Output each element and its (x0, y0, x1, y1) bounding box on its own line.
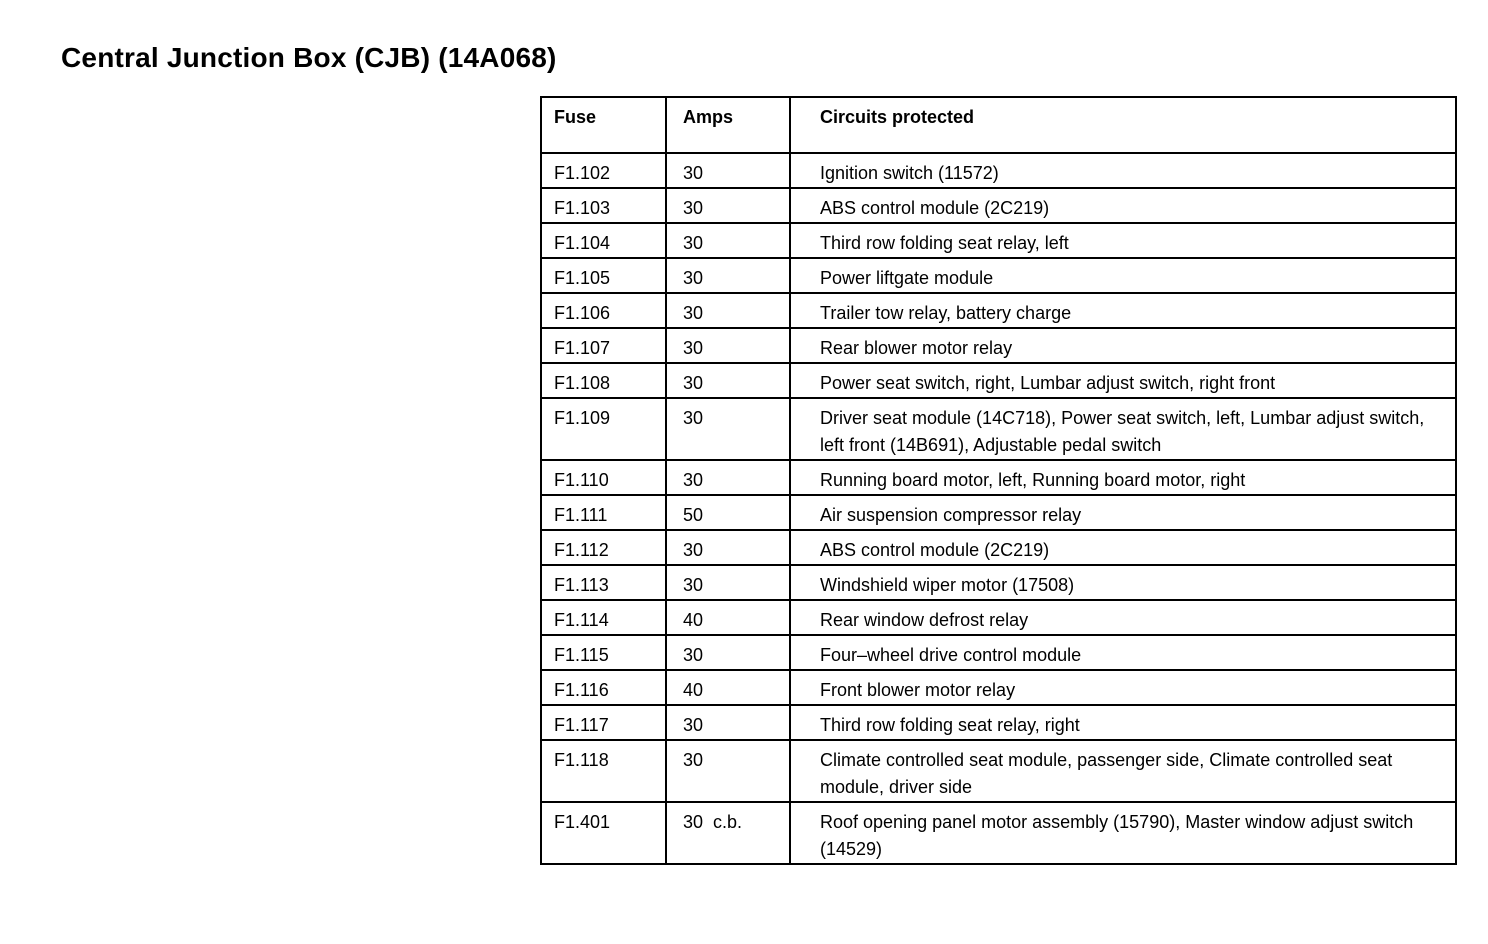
fuse-cell: F1.107 (541, 328, 666, 363)
amps-cell: 30 (666, 705, 790, 740)
circuits-cell: Climate controlled seat module, passenger side, Climate controlled seat module, driver side (790, 740, 1456, 802)
fuse-table (540, 96, 1457, 865)
table-row (541, 153, 1456, 188)
table-row (541, 328, 1456, 363)
header-amps: Amps (666, 97, 790, 153)
amps-cell: 30 (666, 328, 790, 363)
table-row (541, 565, 1456, 600)
header-circuits: Circuits protected (790, 97, 1456, 153)
fuse-cell: F1.401 (541, 802, 666, 864)
circuits-cell: Air suspension compressor relay (790, 495, 1456, 530)
table-row (541, 363, 1456, 398)
amps-cell: 30 (666, 635, 790, 670)
header-fuse: Fuse (541, 97, 666, 153)
fuse-cell: F1.104 (541, 223, 666, 258)
circuits-cell: Front blower motor relay (790, 670, 1456, 705)
fuse-cell: F1.112 (541, 530, 666, 565)
table-row (541, 258, 1456, 293)
table-row (541, 495, 1456, 530)
amps-cell: 30 (666, 740, 790, 802)
fuse-cell: F1.116 (541, 670, 666, 705)
circuits-cell: Roof opening panel motor assembly (15790), Master window adjust switch (14529) (790, 802, 1456, 864)
fuse-cell: F1.111 (541, 495, 666, 530)
amps-cell: 30 (666, 460, 790, 495)
table-row (541, 600, 1456, 635)
fuse-cell: F1.109 (541, 398, 666, 460)
fuse-cell: F1.102 (541, 153, 666, 188)
circuits-cell: Ignition switch (11572) (790, 153, 1456, 188)
table-row (541, 188, 1456, 223)
amps-cell: 30 (666, 565, 790, 600)
circuits-cell: Trailer tow relay, battery charge (790, 293, 1456, 328)
amps-cell: 40 (666, 600, 790, 635)
table-row (541, 802, 1456, 864)
circuits-cell: Driver seat module (14C718), Power seat switch, left, Lumbar adjust switch, left front (14B691), Adjustable pedal switch (790, 398, 1456, 460)
circuits-cell: Four–wheel drive control module (790, 635, 1456, 670)
fuse-cell: F1.113 (541, 565, 666, 600)
circuits-cell: Rear blower motor relay (790, 328, 1456, 363)
amps-cell: 30 (666, 223, 790, 258)
page-title: Central Junction Box (CJB) (14A068) (61, 42, 557, 73)
amps-cell: 30 (666, 293, 790, 328)
fuse-cell: F1.117 (541, 705, 666, 740)
table-row (541, 460, 1456, 495)
amps-cell: 50 (666, 495, 790, 530)
amps-cell: 40 (666, 670, 790, 705)
table-row (541, 223, 1456, 258)
table-row (541, 705, 1456, 740)
table-row (541, 635, 1456, 670)
table-row (541, 398, 1456, 460)
circuits-cell: Windshield wiper motor (17508) (790, 565, 1456, 600)
amps-cell: 30 (666, 258, 790, 293)
table-row (541, 740, 1456, 802)
amps-cell: 30 (666, 153, 790, 188)
circuits-cell: Power seat switch, right, Lumbar adjust switch, right front (790, 363, 1456, 398)
fuse-cell: F1.115 (541, 635, 666, 670)
amps-cell: 30 (666, 363, 790, 398)
circuits-cell: Running board motor, left, Running board motor, right (790, 460, 1456, 495)
fuse-cell: F1.108 (541, 363, 666, 398)
table-header-row (541, 97, 1456, 153)
fuse-cell: F1.118 (541, 740, 666, 802)
circuits-cell: Rear window defrost relay (790, 600, 1456, 635)
amps-cell: 30 (666, 530, 790, 565)
amps-cell: 30 (666, 398, 790, 460)
fuse-cell: F1.114 (541, 600, 666, 635)
circuits-cell: ABS control module (2C219) (790, 188, 1456, 223)
amps-cell: 30 (666, 188, 790, 223)
table-row (541, 293, 1456, 328)
circuits-cell: Third row folding seat relay, right (790, 705, 1456, 740)
amps-cell: 30 c.b. (666, 802, 790, 864)
fuse-cell: F1.103 (541, 188, 666, 223)
circuits-cell: ABS control module (2C219) (790, 530, 1456, 565)
circuits-cell: Power liftgate module (790, 258, 1456, 293)
table-row (541, 530, 1456, 565)
circuits-cell: Third row folding seat relay, left (790, 223, 1456, 258)
fuse-cell: F1.105 (541, 258, 666, 293)
fuse-cell: F1.106 (541, 293, 666, 328)
table-row (541, 670, 1456, 705)
fuse-cell: F1.110 (541, 460, 666, 495)
